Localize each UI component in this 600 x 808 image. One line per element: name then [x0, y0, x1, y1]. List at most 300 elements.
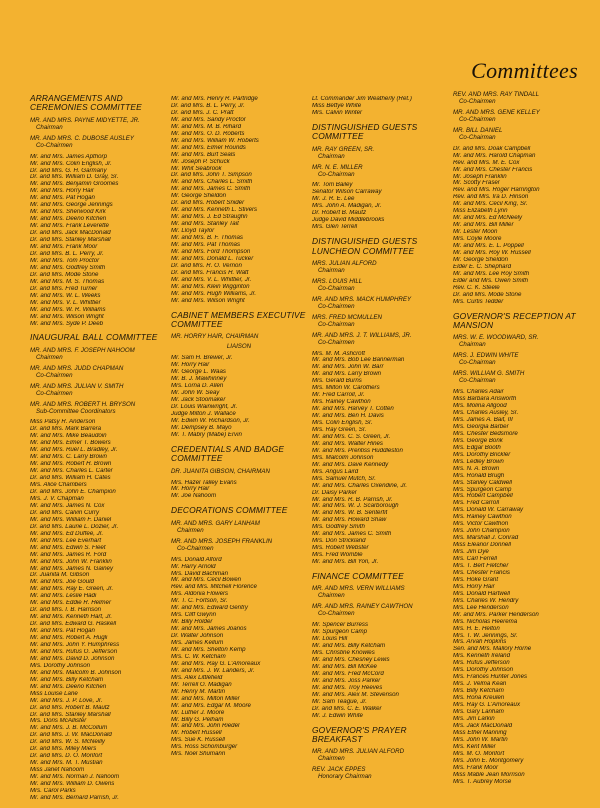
member-name: Mr. Sam Teague, Jr. [312, 698, 367, 705]
member-name: Mrs. James Kellum [171, 640, 224, 647]
member-name: Mr. and Mrs. James C. Smith [312, 531, 392, 538]
member-name: Mrs. Calvin Winter [312, 109, 363, 116]
member-name: Mr. and Mrs. Colin English, Jr. [30, 160, 112, 167]
committee-chair-name: MRS. LOUIS HILL [312, 277, 363, 285]
committee-chair-name: MR. AND MRS. MACK HUMPHREY [312, 295, 412, 303]
member-name: Mrs. T. Bert Fletcher [453, 563, 509, 569]
member-name: Mr. and Mrs. John Riedel [171, 723, 240, 730]
member-name: Mr. and Mrs. James C. Smith [171, 186, 251, 193]
member-name: Mr. and Mrs. Ed McNeely [453, 215, 523, 222]
member-name: Mr. and Mrs. R. B. Parrish, Jr. [312, 496, 393, 503]
member-name: Mr. Joseph P. Schuck [171, 158, 230, 165]
member-name: Mr. and Mrs. William W. Roberts [171, 137, 259, 144]
member-name: Mr. and Mrs. Sherwood Kirk [30, 209, 106, 216]
member-name: Dr. and Mrs. D. O. Monfort [30, 753, 103, 760]
member-name: Mr. and Mrs. Ray G. L'Amoreaux [171, 660, 261, 667]
member-name: Mrs. Malcolm Johnson [312, 454, 374, 461]
member-name: Mrs. Lorna D. Allen [171, 383, 224, 390]
member-name: Mrs. Hazel Talley Evans [171, 479, 237, 486]
member-name: Dr. and Mrs. Edward G. Haskell [30, 621, 117, 628]
member-name: Rev. C. K. Steele [453, 284, 500, 291]
member-name: Mrs. Jim Larkin [453, 715, 495, 722]
member-name: Mrs. Nicholas Heerema [453, 618, 518, 625]
member-name: Mr. and Mrs. J. B. McCollum [30, 725, 108, 732]
member-name: Miss Barbara Answorth [453, 396, 517, 403]
member-name: Mr. and Mrs. J. W. Landers, Jr. [171, 667, 255, 674]
member-name: Mr. and Mrs. E. L. Poppell [453, 243, 524, 250]
member-name: Mrs. M. O. Monfort [453, 750, 505, 757]
committee-chair-name: MR. HORRY HAIR, CHAIRMAN [171, 333, 259, 341]
member-name: Mrs. Dorothy Johnson [30, 662, 91, 669]
member-list [312, 351, 448, 567]
member-list [312, 96, 448, 117]
member-name: Dr. and Mrs. Miley Miers [30, 746, 97, 753]
committee-chair-role: Chairmen [318, 592, 345, 600]
member-name: Mr. and Mrs. Kenneth L. Stivers [171, 207, 258, 214]
member-name: Dr. and Mrs. Stanley Marshall [30, 711, 111, 718]
committee-chair-name: MRS. W. E. WOODWARD, SR. [453, 334, 539, 342]
member-name: Mr. Edwin W. Richardson, Jr. [171, 417, 250, 424]
member-name: Mr. and Mrs. Elmer Rounds [171, 144, 246, 151]
member-name: Judge David Middlebrooks [312, 217, 385, 224]
member-name: Mrs. Charles Ausley, Sr. [453, 410, 519, 417]
member-name: Dr. and Mrs. R. O. Vernon [171, 262, 242, 269]
member-name: Mr. and Mrs. M. T. Mustian [30, 760, 103, 767]
committee-chair-name: MR. AND MRS. F. JOSEPH NAHOOM [30, 346, 135, 354]
member-name: Miss Eleanor Donnell [453, 542, 512, 549]
member-name: Mrs. Dorothy Johnson [453, 667, 514, 674]
committee-chair-name: MR. AND MRS. VERN WILLIAMS [312, 585, 405, 593]
member-name: Mr. and Mrs. Hugh Williams, Jr. [171, 290, 257, 297]
member-name: Dr. Louis Wainwright, Jr. [171, 403, 238, 410]
member-name: Mr. and Mrs. Wilson Wright [30, 313, 104, 320]
member-name: Dr. and Mrs. John E. Champion [30, 489, 116, 496]
member-name: Mrs. Robert Webster [312, 545, 369, 552]
member-name: Mr. and Mrs. Donald L. Tucker [171, 255, 254, 262]
member-name: Mrs. Horry Hair [453, 583, 495, 590]
member-name: Mr. and Mrs. Harvey T. Cotten [312, 406, 394, 413]
member-list [171, 480, 307, 501]
member-name: Mrs. Victor Cawthon [453, 521, 509, 528]
committee-section [312, 96, 448, 117]
member-name: Mr. and Mrs. C. Larry Brown [30, 454, 107, 461]
member-name: Mrs. Christine Knowles [312, 650, 375, 657]
member-name: Mr. and Mrs. Leslie Hadi [30, 593, 97, 600]
member-name: Mr. and Mrs. Robert A. Hugli [30, 635, 108, 642]
member-name: Dr. and Mrs. C. E. Walker [312, 705, 382, 712]
member-name: Mr. T. C. Fortson, Sr. [171, 598, 228, 605]
member-name: Mr. and Mrs. W. L. Weeks [30, 292, 101, 299]
committee-heading: INAUGURAL BALL COMMITTEE [30, 332, 158, 343]
committee-chair-name: MR. AND MRS. JULIAN ALFORD [312, 748, 405, 756]
committee-chair-name: DR. JUANITA GIBSON, CHAIRMAN [171, 467, 270, 475]
committee-chair-name: REV. AND MRS. RAY TINDALL [453, 91, 540, 98]
member-name: Mr. Scotty Fraser [453, 180, 500, 187]
member-name: Rev. and Mrs. Mitchell Florence [171, 584, 257, 591]
committee-chair-name: MR. AND MRS. RAINEY CAWTHON [312, 603, 413, 611]
member-name: Mrs. Ray Green, Sr. [312, 426, 367, 433]
member-name: Miss Bettye White [312, 102, 362, 109]
member-name: Mr. John W. Seay [171, 390, 220, 397]
committee-chair-name: MR. BILL DANIEL [453, 126, 503, 134]
member-name: Dr. and Mrs. Fred Turner [30, 285, 98, 292]
member-name: Mrs. Carl Ferrell [453, 556, 498, 563]
member-name: Mr. and Mrs. Bill McKee [312, 663, 377, 670]
member-name: Mr. and Mrs. Ray E. Green, Jr. [30, 586, 114, 593]
committee-chair-name: MR. AND MRS. JOSEPH FRANKLIN [171, 537, 273, 545]
member-name: Mrs. Hoke Grant [453, 576, 499, 583]
member-name: Dr. and Mrs. William D. Gray, Sr. [30, 174, 119, 181]
committee-chair-role: Sub-Committee Coordinators [36, 407, 116, 415]
member-name: Mrs. Rainey Cawthon [453, 514, 512, 521]
member-name: Mr. and Mrs. Deeno Kitchen [30, 683, 107, 690]
member-name: Mr. and Mrs. Frank Moor [30, 244, 98, 251]
member-name: Rev. and Mrs. M. E. Cox [453, 159, 520, 166]
committee-chair-name: MRS. FRED MCMULLEN [312, 313, 382, 321]
member-name: Mr. and Mrs. W. R. Williams [30, 306, 106, 313]
member-name: Mrs. James A. Bait, III [453, 416, 513, 423]
committee-heading: DISTINGUISHED GUESTS LUNCHEON COMMITTEE [312, 236, 418, 256]
member-name: Mrs. Donald W. Carraway [453, 507, 524, 514]
member-name: Mrs. Sue K. Russell [171, 737, 225, 744]
member-name: Mr. and Mrs. V. L. Whittier, Jr. [171, 276, 252, 283]
member-name: Mrs. Doris McAllister [30, 718, 87, 725]
member-name: Miss Elizabeth Lynn [453, 208, 508, 215]
member-name: Mrs. T. Aubrey Morse [453, 778, 512, 785]
member-name: Dr. and Mrs. Mode Stone [453, 291, 522, 298]
member-name: Elder and Mrs. Owen Smith [453, 277, 529, 284]
committee-chair-name: REV. JACK EPPES [312, 766, 366, 774]
committee-chair-role: Co-Chairmen [177, 544, 214, 552]
committee-chair-role: Chairman [318, 152, 345, 160]
member-name: Mr. and Mrs. Howard Shaw [312, 517, 387, 524]
committee-heading: CABINET MEMBERS EXECUTIVE COMMITTEE [171, 309, 306, 329]
member-name: Mrs. M. M. Ashcroft [312, 350, 365, 357]
member-list [312, 622, 448, 719]
member-name: Mr. and Mrs. Billy Ketcham [30, 676, 104, 683]
member-name: Mrs. Jack MacDonald [453, 722, 513, 729]
member-name: Mrs. John A. Madigan, Jr. [312, 203, 382, 210]
member-name: Mr. and Mrs. Edgar M. Moore [171, 702, 251, 709]
committee-chair-role: Co-Chairmen [36, 389, 73, 397]
member-name: Mr. and Mrs. M. B. Rihard [171, 123, 242, 130]
committee-section [312, 572, 448, 720]
member-name: Mrs. Aldonia Flowers [171, 591, 229, 598]
member-name: Mrs. Georgia Barber [453, 423, 509, 430]
committee-columns [30, 92, 590, 808]
member-name: Mr. and Mrs. O. D. Roberts [171, 130, 245, 137]
member-name: Mr. and Mrs. W. J. Scarborough [312, 503, 399, 510]
page-title: Committees [471, 58, 578, 83]
member-name: Dr. and Mrs. Jack MacDonald [30, 230, 111, 237]
committee-section [171, 445, 307, 501]
member-name: Mr. and Mrs. Mike Beaudoin [30, 433, 107, 440]
committee-chair-role: Co-Chairman [318, 284, 355, 292]
member-name: Mrs. Donald Hartwell [453, 590, 510, 597]
member-list [312, 182, 448, 231]
member-name: Mr. and Mrs. Klein Wigginton [171, 283, 250, 290]
member-name: Mrs. Jim Dye [453, 549, 489, 556]
member-name: Mrs. Lee Henderson [453, 604, 509, 611]
committee-chair-role: Co-Chairmen [318, 338, 355, 346]
member-name: Mr. Billy Holder [171, 619, 213, 626]
member-name: Mrs. Spurgeon Camp [453, 486, 512, 493]
member-name: Mr. Whit Seabrook [171, 165, 222, 172]
member-name: Sen. and Mrs. Mallory Horne [453, 646, 532, 653]
member-name: Mrs. Gary Lanham [453, 709, 504, 716]
committee-chair-role: Honorary Chairman [318, 773, 372, 781]
committee-chair-role: Co-Chairmen [318, 302, 355, 310]
member-name: Mrs. Rainey Cawthon [312, 399, 371, 406]
member-name: Mr. and Mrs. Walter Hines [312, 440, 383, 447]
member-name: Mrs. John W. Martin [453, 736, 508, 743]
member-list [453, 146, 589, 306]
committee-chair-role: Co-Chairman [459, 377, 496, 385]
member-name: Mr. and Mrs. B. F. Thomas [171, 235, 243, 242]
committee-chair-name: MR. AND MRS. JULIAN V. SMITH [30, 382, 124, 390]
column-3 [312, 92, 448, 808]
member-name: Mr. and Mrs. William F. Daniel [30, 516, 112, 523]
member-name: Mrs. David Bachman [171, 570, 228, 577]
member-name: Dr. and Mrs. J. W. MacDonald [30, 732, 112, 739]
committee-chair-name: MR. AND MRS. GARY LANHAM [171, 519, 260, 527]
member-name: Elder E. C. Shephard [453, 263, 512, 270]
member-name: Mr. Joe Nahoom [171, 493, 217, 500]
member-name: Mr. and Mrs. V. L. Whittier [30, 299, 101, 306]
committee-heading: DECORATIONS COMMITTEE [171, 505, 288, 516]
member-name: Mrs. Arvah Hopkins [453, 639, 507, 646]
member-name: Mrs. Rufus Jefferson [453, 660, 510, 667]
member-name: Dr. and Mrs. I. B. Harrison [30, 607, 102, 614]
member-name: Mr. Luther J. Moore [171, 709, 225, 716]
member-name: Mr. and Mrs. Henry R. Partridge [171, 96, 258, 102]
member-name: Mr. and Mrs. James N. Gainey [30, 565, 114, 572]
committee-chair-role: Chairmen [36, 353, 63, 361]
member-name: Mrs. Fred Carroll [453, 500, 500, 507]
column-4 [453, 92, 589, 808]
member-name: Mr. and Mrs. Syde P. Deeb [30, 320, 104, 327]
member-name: Dr. and Mrs. J. C. Pratt [171, 109, 234, 116]
committee-chair-role: Co-Chairmen [459, 97, 496, 105]
member-name: Mr. and Mrs. Sandy Proctor [171, 116, 246, 123]
committee-heading: ARRANGEMENTS AND CEREMONIES COMMITTEE [30, 93, 142, 113]
member-name: Dr. and Mrs. B. L. Perry, Jr. [30, 250, 104, 257]
member-name: Mrs. Alice Chambers [30, 482, 87, 489]
member-name: Dr. and Mrs. Laurie L. Dozier, Jr. [30, 523, 119, 530]
member-name: Mrs. Carol Parks [30, 788, 76, 794]
member-name: Mr. and Mrs. Benjamin Groomes [30, 181, 119, 188]
member-name: Mr. Horry Hair [171, 486, 210, 493]
member-name: Mr. and Mrs. Ruel L. Bradley, Jr. [30, 447, 118, 454]
member-list [171, 355, 307, 438]
member-name: Mrs. George Bonk [453, 437, 503, 444]
member-name: Mrs. J. Velma Kean [453, 681, 507, 688]
member-name: Mr. Terrell O. Madigan [171, 681, 232, 688]
member-name: Judge Milton J. Wallace [171, 410, 236, 417]
member-name: Mr. and Mrs. Ford Thompson [171, 248, 251, 255]
member-name: Miss Ethel Manning [453, 729, 507, 736]
member-name: Mr. T. Mabry (Mabe) Ervin [171, 431, 242, 438]
member-name: Mrs. Edgar Booth [453, 444, 501, 451]
member-name: Mr. Spencer Burress [312, 622, 369, 629]
member-name: Dr. and Mrs. Calvin Curry [30, 509, 100, 516]
member-name: Mr. and Mrs. Elmer T. Bowers [30, 440, 111, 447]
member-name: Mr. and Mrs. Bill Yon, Jr. [312, 559, 379, 566]
committee-chair-role: Co-Chairmen [459, 115, 496, 123]
member-name: Mrs. Curtis Tedder [453, 298, 504, 305]
member-name: Dr. and Mrs. Robert Snider [171, 200, 245, 207]
committee-section [30, 333, 166, 801]
committee-chair-role: Co-Chairman [459, 359, 496, 367]
member-name: Mr. and Mrs. Frank Leverette [30, 223, 109, 230]
member-name: Mr. Joseph Franklin [453, 173, 507, 180]
member-name: Mrs. Milton W. Carothers [312, 385, 380, 392]
committee-chair-name: MR. AND MRS. C. DUBOSE AUSLEY [30, 134, 134, 142]
member-list [30, 154, 166, 328]
member-name: Mr. and Mrs. Edward Gentry [171, 605, 248, 612]
member-name: Mrs. Fred Womble [312, 552, 363, 559]
member-name: Mrs. John E. Montgomery [453, 757, 524, 764]
committee-section [171, 506, 307, 758]
committee-chair-name: MR. AND MRS. GENE KELLEY [453, 108, 540, 116]
member-name: Mr. and Mrs. Billy Ketcham [312, 643, 386, 650]
member-name: Mrs. Coyle Moore [453, 236, 502, 243]
member-name: Mrs. Frank Moor [453, 764, 499, 771]
member-name: Mr. and Mrs. Lee Everhart [30, 537, 102, 544]
committee-chair-role: Chairmen [318, 755, 345, 763]
committee-heading: FINANCE COMMITTEE [312, 571, 404, 582]
member-name: Mr. and Mrs. Kenneth Hart, Jr. [30, 614, 113, 621]
member-name: Mr. and Mrs. Pat Hogan [30, 195, 95, 202]
member-name: Mr. and Mrs. Joss Parker [312, 677, 381, 684]
member-name: Mrs. Kenneth Ireland [453, 653, 511, 660]
member-name: Mr. and Mrs. Chesney Lewis [312, 657, 390, 664]
member-name: Mr. and Mrs. Burt Seals [171, 151, 236, 158]
member-name: Mr. J. Edwin White [312, 712, 363, 719]
member-name: Mrs. Molina Allgood [453, 403, 507, 410]
member-name: Mr. and Mrs. John Y. Humphress [30, 641, 120, 648]
member-name: Mr. and Mrs. Rufus O. Jefferson [30, 648, 118, 655]
member-name: Mrs. Kent Miller [453, 743, 496, 750]
member-name: Mr. and Mrs. Stanley Tait [171, 221, 239, 228]
member-name: Mrs. Ross Schomburger [171, 744, 238, 751]
member-name: Mr. and Mrs. Dave Kennedy [312, 461, 389, 468]
member-name: Mr. and Mrs. Charles L. Carter [30, 468, 113, 475]
member-name: Mr. Spurgeon Camp [312, 629, 368, 636]
member-name: Dr. and Mrs. Robert B. Mautz [30, 704, 110, 711]
committee-chair-name: MRS. WILLIAM G. SMITH [453, 370, 525, 378]
member-name: Mr. and Mrs. Godfrey Smith [30, 264, 106, 271]
member-name: Mr. Louis Hill [312, 636, 348, 643]
committee-chair-name: MR. AND MRS. ROBERT H. BRYSON [30, 400, 136, 408]
member-name: Mr. and Mrs. Tom Proctor [30, 257, 100, 264]
member-name: Mr. and Mrs. Joe Gould [30, 579, 94, 586]
member-name: Mr. and Mrs. Shelton Kemp [171, 646, 246, 653]
committee-heading: GOVERNOR'S PRAYER BREAKFAST [312, 724, 407, 745]
committee-chair-name: MRS. J. EDWIN WHITE [453, 352, 519, 360]
committee-section [312, 726, 448, 782]
member-list [453, 389, 589, 785]
committee-chair-name: MR. N. E. MILLER [312, 163, 363, 171]
member-name: Mr. George L. Waas [171, 369, 226, 376]
member-name: Mrs. H. E. Helton [453, 625, 500, 632]
member-name: Mrs. Angus Laird [312, 468, 359, 475]
member-name: Mrs. John Champion [453, 528, 510, 535]
committee-chair-name: MR. AND MRS. JUDD CHAPMAN [30, 364, 124, 372]
member-name: Mr. and Mrs. Roy W. Russell [453, 250, 531, 257]
member-name: Mr. and Mrs. Alex M. Stevenson [312, 691, 399, 698]
member-name: Dr. and Mrs. Francis H. Watt [171, 269, 249, 276]
member-name: Mr. George Sheldon [171, 193, 227, 200]
member-name: Mr. and Mrs. Bob Lee Bannerman [312, 357, 405, 364]
committee-heading: GOVERNOR'S RECEPTION AT MANSION [453, 310, 576, 331]
committee-chair-name: MR. AND MRS. PAYNE MIDYETTE, JR. [30, 116, 140, 124]
member-name: Mrs. Samuel Mutch, Sr. [312, 475, 376, 482]
member-name: Dr. Walter Johnson [171, 633, 224, 640]
committee-section [453, 312, 589, 786]
member-name: Miss Janet Nahoom [30, 767, 85, 774]
member-name: Miss Louise Lane [30, 690, 78, 697]
member-name: Dr. Daisy Parker [312, 489, 357, 496]
member-name: Lt. Commander Jim Weatherly (Ret.) [312, 96, 412, 102]
member-name: Mr. and Mrs. W. B. Senterfit [312, 510, 388, 517]
member-name: Mr. Harry Arnold [171, 563, 216, 570]
committee-heading: DISTINGUISHED GUESTS COMMITTEE [312, 121, 418, 142]
member-name: Mrs. Frances Hunter Jones [453, 674, 528, 681]
member-name: Mr. Fred Carroll, Jr. [312, 392, 365, 399]
member-name: Mrs. Godfrey Smith [312, 524, 365, 531]
member-name: Dr. and Mrs. John T. Simpson [171, 172, 252, 179]
member-name: Mr. Sam H. Brewer, Jr. [171, 355, 233, 362]
member-name: Mr. Dempsey B. Mayo [171, 424, 232, 431]
member-name: Mrs. Billy Ketcham [453, 688, 504, 695]
committee-chair-role: Co-Chairman [318, 170, 355, 178]
member-name: Mr. and Mrs. Wilson Wright [171, 297, 245, 304]
member-name: Mrs. Chester Bedsmore [453, 430, 518, 437]
member-name: Dr. and Mrs. Mark Barrera [30, 426, 102, 433]
member-name: Mr. and Mrs. Edwin S. Fleet [30, 544, 106, 551]
committee-chair-role: Chairmen [177, 526, 204, 534]
member-name: Mr. and Mrs. Harold Chapman [453, 152, 536, 159]
member-name: Dr. Robert B. Mautz [312, 210, 367, 217]
member-name: Mr. and Mrs. Charles L. Smith [171, 179, 253, 186]
member-name: Mr. Tom Bailey [312, 182, 353, 189]
committee-chair-role: Co-Chairmen [318, 610, 355, 618]
member-name: Mr. and Mrs. John W. Barr [312, 364, 384, 371]
member-name: Mr. and Mrs. J. Ed Straughn [171, 214, 248, 221]
member-name: Mrs. Donald Alford [171, 556, 222, 563]
member-name: Mr. and Mrs. John W. Franklin [30, 558, 112, 565]
member-name: Mr. and Mrs. James Apthorp [30, 153, 108, 160]
member-name: Mr. and Mrs. Malcolm B. Johnson [30, 669, 122, 676]
member-name: Mr. and Mrs. Robert H. Brown [30, 461, 112, 468]
member-name: Mrs. Alex Littlefield [171, 674, 223, 681]
member-name: Mr. and Mrs. Ben H. Davis [312, 413, 384, 420]
committee-chair-role: Chairman [459, 341, 486, 349]
member-name: Mr. Jack Stoomaker [171, 397, 226, 404]
member-name: Mr. and Mrs. Prentiss Huddleston [312, 447, 403, 454]
member-name: Mr. and Mrs. Troy Reeves [312, 684, 383, 691]
member-name: Mr. and Mrs. James Joanos [171, 626, 247, 633]
member-name: Mr. and Mrs. Lee Roy Smith [453, 270, 530, 277]
committee-chair-role: Co-Chairmen [36, 141, 73, 149]
member-name: Mr. and Mrs. Fred McCord [312, 670, 384, 677]
member-name: Mr. and Mrs. Horry Hair [30, 188, 94, 195]
member-name: Mr. and Mrs. David D. Johnson [30, 655, 115, 662]
committee-heading: CREDENTIALS AND BADGE COMMITTEE [171, 443, 285, 464]
member-name: Mr. and Mrs. Ed Duffee, Jr. [30, 530, 104, 537]
committee-chair-role: Co-Chairman [459, 133, 496, 141]
